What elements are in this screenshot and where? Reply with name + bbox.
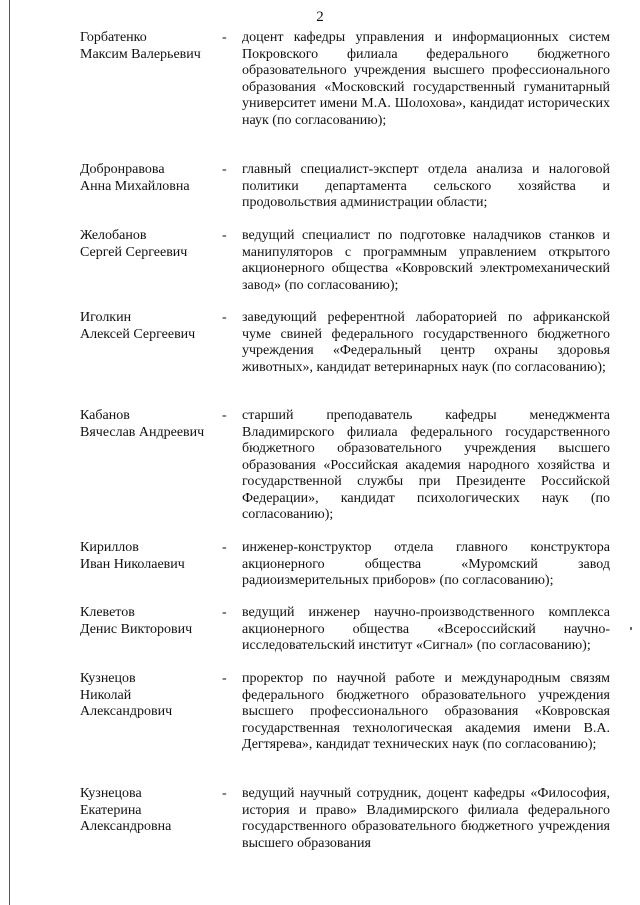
patronymic: Александровна <box>80 819 172 834</box>
person-name <box>80 671 220 721</box>
surname: Кузнецов <box>80 671 136 686</box>
position-description: проректор по научной работе и международным связям федерального бюджетного образовательного учреждения высшего профессионального образования «Ковровская государственная технологическая академия имени В.А. Дегтярева», кандидат технических наук (по согласованию); <box>242 671 610 752</box>
given-names: Иван Николаевич <box>80 556 185 572</box>
entry-dash: - <box>222 408 227 423</box>
surname: Добронравова <box>80 162 165 177</box>
given-names: Максим Валерьевич <box>80 46 201 62</box>
person-name <box>80 540 220 573</box>
person-name <box>80 30 220 63</box>
surname: Кириллов <box>80 540 139 555</box>
position-description: ведущий специалист по подготовке наладчиков станков и манипуляторов с программным управлением открытого акционерного общества «Ковровский электромеханический завод» (по согласованию); <box>242 228 610 293</box>
entry-dash: - <box>222 540 227 555</box>
person-name <box>80 162 220 195</box>
page-left-edge-line <box>9 0 10 905</box>
patronymic: Александрович <box>80 704 173 719</box>
entry-dash: - <box>222 30 227 45</box>
person-name <box>80 310 220 343</box>
position-description: старший преподаватель кафедры менеджмента Владимирского филиала федерального государственного бюджетного образовательного учреждения высшего образования «Российская академия народного хозяйства и государственной службы при Президенте Российской Федерации», кандидат психологических наук (по согласованию); <box>242 408 610 522</box>
given-names: Вячеслав Андреевич <box>80 424 205 440</box>
given-names: Денис Викторович <box>80 621 193 637</box>
given-names: Сергей Сергеевич <box>80 244 188 260</box>
surname: Кузнецова <box>80 786 142 801</box>
position-description: главный специалист-эксперт отдела анализа и налоговой политики департамента сельского хозяйства и продовольствия администрации области; <box>242 162 610 210</box>
entry-dash: - <box>222 228 227 243</box>
entry-dash: - <box>222 671 227 686</box>
entry-dash: - <box>222 310 227 325</box>
position-description: ведущий научный сотрудник, доцент кафедры «Философия, история и право» Владимирского филиала федерального государственного образовательного бюджетного учреждения высшего образования <box>242 786 610 851</box>
page-number: 2 <box>316 9 324 25</box>
position-description: инженер-конструктор отдела главного конструктора акционерного общества «Муромский завод радиоизмерительных приборов» (по согласованию); <box>242 540 610 588</box>
surname: Желобанов <box>80 228 147 243</box>
person-name <box>80 605 220 638</box>
surname: Горбатенко <box>80 30 147 45</box>
person-name <box>80 228 220 261</box>
surname: Клеветов <box>80 605 135 620</box>
entry-dash: - <box>222 162 227 177</box>
given-names: Алексей Сергеевич <box>80 326 196 342</box>
scan-speck <box>630 627 632 630</box>
given-names: Николай <box>80 687 132 703</box>
position-description: ведущий инженер научно-производственного комплекса акционерного общества «Всероссийский научно-исследовательский институт «Сигнал» (по согласованию); <box>242 605 610 653</box>
person-name <box>80 786 220 836</box>
surname: Кабанов <box>80 408 130 423</box>
entry-dash: - <box>222 605 227 620</box>
surname: Иголкин <box>80 310 132 325</box>
entry-dash: - <box>222 786 227 801</box>
position-description: доцент кафедры управления и информационных систем Покровского филиала федерального бюджетного образовательного учреждения высшего профессионального образования «Московский государственный гуманитарный университет имени М.А. Шолохова», кандидат исторических наук (по согласованию); <box>242 30 610 128</box>
position-description: заведующий референтной лабораторией по африканской чуме свиней федерального государственного бюджетного учреждения «Федеральный центр охраны здоровья животных», кандидат ветеринарных наук (по согласованию); <box>242 310 610 375</box>
person-name <box>80 408 220 441</box>
given-names: Екатерина <box>80 802 142 818</box>
given-names: Анна Михайловна <box>80 178 190 194</box>
